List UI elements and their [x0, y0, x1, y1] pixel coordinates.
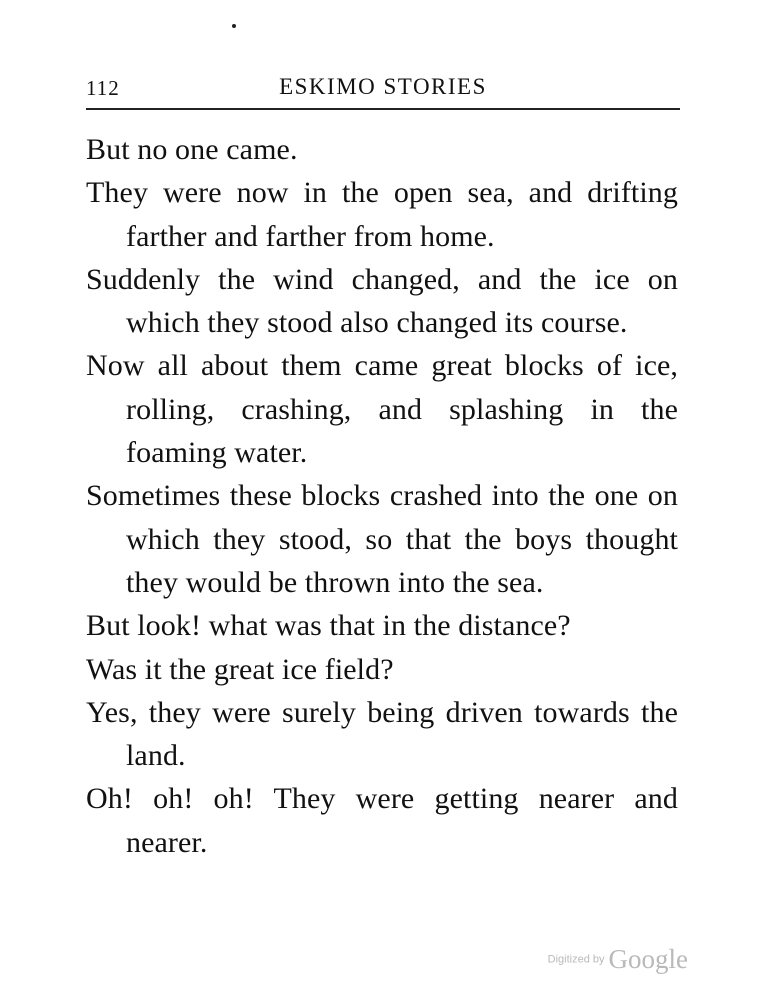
paragraph-8: Yes, they were surely being driven towards the land. [86, 695, 678, 773]
header-rule [86, 108, 680, 110]
story-text [86, 128, 678, 864]
paragraph-3: Suddenly the wind changed, and the ice on which they stood also changed its course. [86, 262, 678, 340]
paragraph-4: Now all about them came great blocks of ice, rolling, crashing, and splashing in the foaming water. [86, 349, 678, 470]
paragraph-9: Oh! oh! oh! They were getting nearer and nearer. [86, 782, 678, 859]
digitized-by-google-watermark [548, 944, 688, 975]
paragraph-1: But no one came. [86, 133, 298, 166]
google-wordmark: Google [608, 944, 688, 974]
paragraph-6: But look! what was that in the distance? [86, 609, 571, 643]
page-header [86, 72, 680, 106]
paragraph-7: Was it the great ice field? [86, 652, 394, 686]
paragraph-2: They were now in the open sea, and drifting farther and farther from home. [86, 176, 678, 253]
digitized-by-label: Digitized by [547, 953, 605, 966]
ink-speck [232, 24, 236, 28]
page-number: 112 [86, 76, 120, 100]
paragraph-5: Sometimes these blocks crashed into the one on which they stood, so that the boys thought they would be thrown into the sea. [86, 479, 678, 599]
running-title: ESKIMO STORIES [279, 74, 487, 99]
